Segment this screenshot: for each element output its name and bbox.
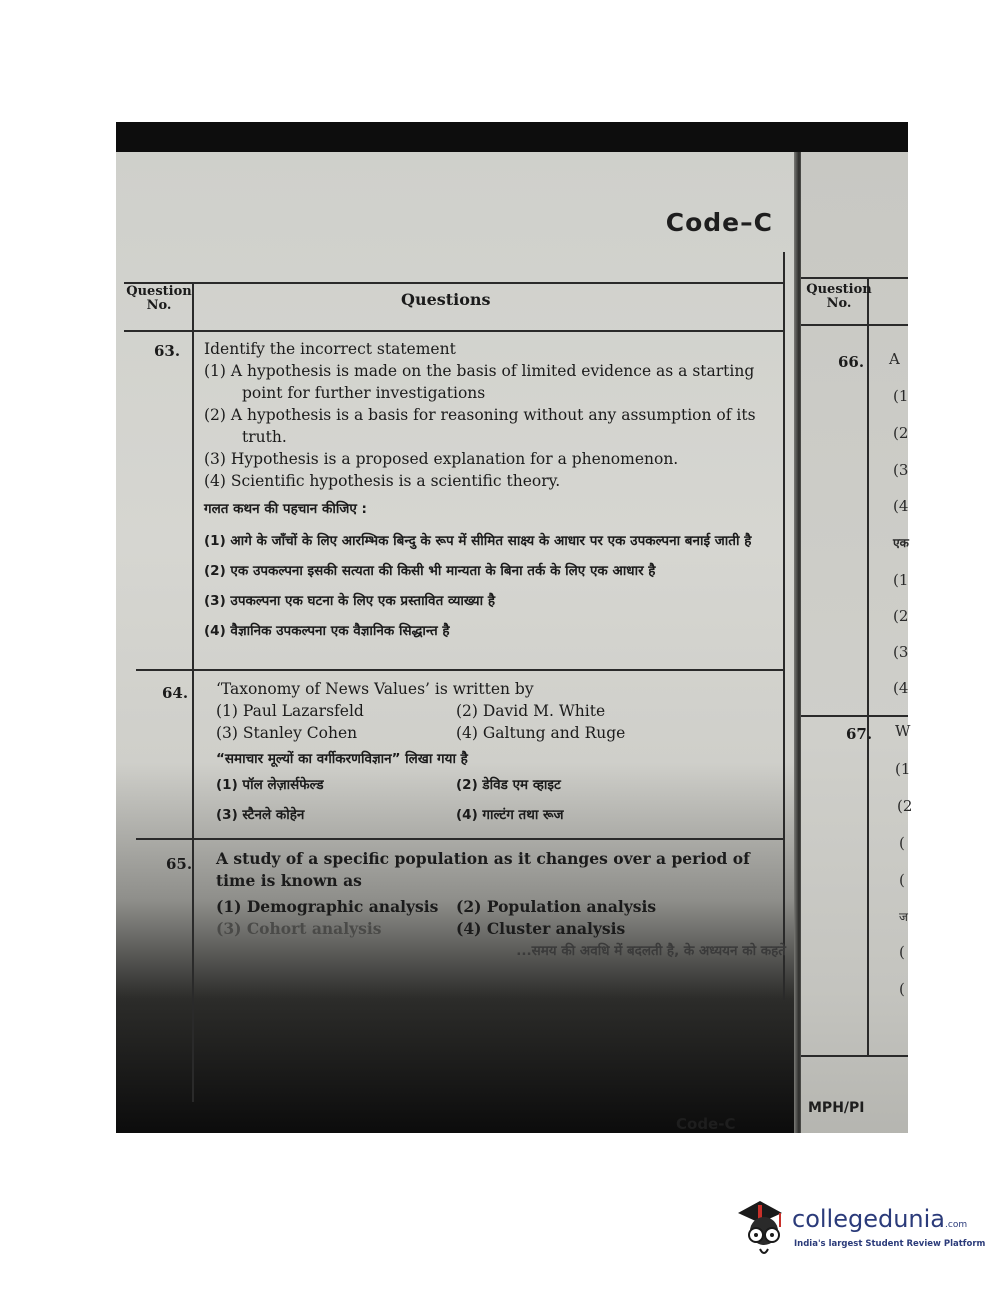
q63-option-2-hindi: (2) एक उपकल्पना इसकी सत्यता की किसी भी मान्यता के बिना तर्क के लिए एक आधार है (204, 563, 656, 579)
q63-option-1-hindi: (1) आगे के जाँचों के लिए आरम्भिक बिन्दु के रूप में सीमित साक्ष्य के आधार पर एक उपकल्पना बनाई जाती है (204, 533, 752, 549)
brand-tagline: India's largest Student Review Platform (794, 1239, 986, 1249)
q67-fragment-1: (1 (895, 760, 911, 778)
q64-body (216, 678, 796, 830)
q66-fragment-2: (2 (893, 424, 909, 442)
left-page (116, 152, 799, 1133)
brand-name (792, 1205, 967, 1233)
q64-option-3-hindi: (3) स्टैनले कोहेन (216, 807, 305, 823)
column-divider (192, 282, 194, 1102)
q63-number: 63. (154, 342, 181, 360)
right-header-divider (801, 324, 908, 326)
q64-options (216, 700, 796, 744)
right-column-divider (867, 277, 869, 1057)
q67-fragment-hindi: ज (899, 910, 908, 924)
q67-fragment-stem: W (895, 722, 911, 740)
document-photo (116, 122, 911, 1133)
right-table-top (801, 277, 908, 279)
header-divider (124, 330, 784, 332)
q64-option-2-hindi: (2) डेविड एम व्हाइट (456, 777, 561, 793)
q64-options-hindi (216, 770, 796, 830)
q66-fragment-hindi: एक (893, 536, 909, 550)
row-divider-63-64 (136, 669, 784, 671)
questions-header: Questions (401, 290, 491, 309)
q65-stem-hindi-partial: ...समय की अवधि में बदलती है, के अध्ययन को कहते (516, 943, 786, 959)
q66-fragment-3: (3 (893, 461, 909, 479)
q63-option-3-hindi: (3) उपकल्पना एक घटना के लिए एक प्रस्तावित व्याख्या है (204, 593, 495, 609)
q64-option-1-hindi: (1) पॉल लेज़ार्सफेल्ड (216, 777, 324, 793)
brand-name-text: collegedunia (792, 1205, 946, 1233)
q66-fragment-hi-4: (4 (893, 679, 909, 697)
q64-stem-hindi: “समाचार मूल्यों का वर्गीकरणविज्ञान” लिखा गया है (216, 751, 468, 767)
q65-number: 65. (166, 855, 193, 873)
right-footer-code: MPH/PI (808, 1100, 865, 1116)
q63-option-2: (2) A hypothesis is a basis for reasoning without any assumption of its truth. (204, 406, 756, 446)
right-table-bottom (801, 1055, 908, 1057)
q66-fragment-hi-3: (3 (893, 643, 909, 661)
q66-fragment-4: (4 (893, 497, 909, 515)
q67-fragment-2: (2 (897, 797, 913, 815)
q66-number: 66. (838, 353, 865, 371)
q64-option-1: (1) Paul Lazarsfeld (216, 702, 364, 720)
q66-fragment-stem: A (889, 350, 900, 368)
q67-fragment-6: ( (899, 980, 905, 998)
q65-option-1: (1) Demographic analysis (216, 897, 439, 916)
q63-stem: Identify the incorrect statement (204, 340, 456, 358)
footer-code-label: Code-C (676, 1115, 736, 1133)
q67-number: 67. (846, 725, 873, 743)
q63-body (204, 338, 784, 646)
q66-fragment-hi-1: (1 (893, 571, 909, 589)
right-row-divider (801, 715, 908, 717)
row-divider-64-65 (136, 838, 784, 840)
question-no-header: Question No. (126, 284, 192, 313)
q66-fragment-hi-2: (2 (893, 607, 909, 625)
collegedunia-logo[interactable] (734, 1195, 986, 1265)
q64-number: 64. (162, 684, 189, 702)
right-question-no-header: Question No. (806, 282, 872, 311)
q65-body (216, 848, 786, 962)
q63-option-4: (4) Scientific hypothesis is a scientific theory. (204, 472, 561, 490)
q67-fragment-4: ( (899, 871, 905, 889)
q64-option-2: (2) David M. White (456, 702, 606, 720)
q67-fragment-5: ( (899, 943, 905, 961)
q65-stem: A study of a specific population as it changes over a period of time is known as (216, 849, 750, 890)
q64-stem: ‘Taxonomy of News Values’ is written by (216, 680, 534, 698)
brand-tld: .com (945, 1220, 968, 1230)
q67-fragment-3: ( (899, 834, 905, 852)
q63-option-1: (1) A hypothesis is made on the basis of limited evidence as a starting point for further investigations (204, 362, 755, 402)
code-label: Code–C (665, 208, 773, 237)
q66-fragment-1: (1 (893, 387, 909, 405)
q64-option-3: (3) Stanley Cohen (216, 724, 358, 742)
table-top-border (124, 282, 784, 284)
q63-option-3: (3) Hypothesis is a proposed explanation for a phenomenon. (204, 450, 679, 468)
q64-option-4: (4) Galtung and Ruge (456, 724, 626, 742)
q65-option-2: (2) Population analysis (456, 897, 657, 916)
q65-option-3: (3) Cohort analysis (216, 919, 382, 938)
q63-stem-hindi: गलत कथन की पहचान कीजिए : (204, 501, 367, 517)
mascot-icon (734, 1195, 794, 1259)
q65-options (216, 896, 786, 940)
q64-option-4-hindi: (4) गाल्टंग तथा रूज (456, 807, 564, 823)
q65-option-4: (4) Cluster analysis (456, 919, 626, 938)
q63-option-4-hindi: (4) वैज्ञानिक उपकल्पना एक वैज्ञानिक सिद्धान्त है (204, 623, 450, 639)
